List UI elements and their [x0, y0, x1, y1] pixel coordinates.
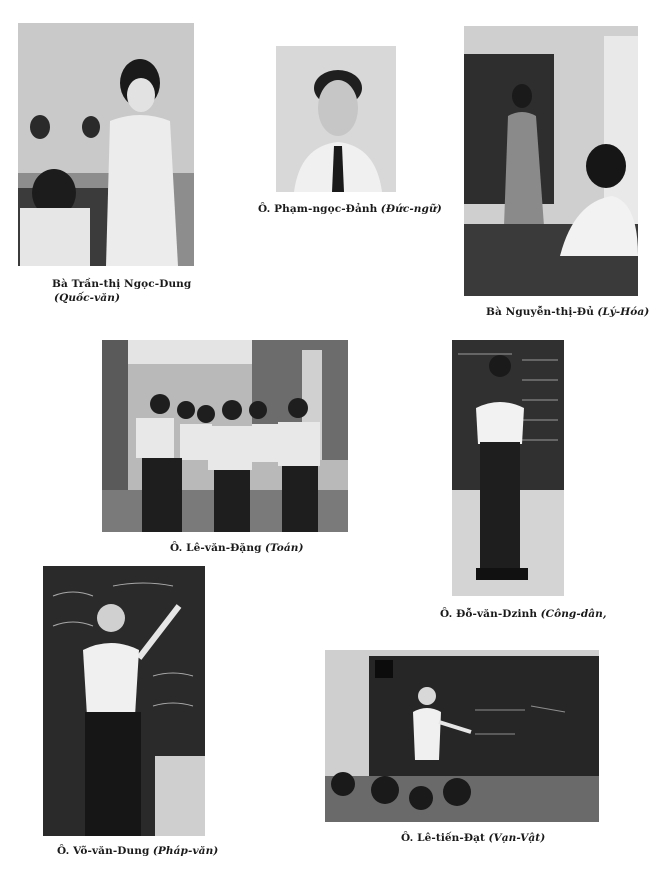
caption-thi-du: [486, 305, 649, 319]
caption-name: Bà Nguyễn-thị-Đủ: [486, 306, 594, 318]
caption-name: Ô. Phạm-ngọc-Đảnh: [258, 203, 378, 215]
caption-van-dang: [170, 541, 304, 555]
caption-ngoc-dung: [52, 277, 191, 305]
caption-van-dung: [57, 844, 218, 858]
caption-name: Ô. Đỗ-văn-Dzinh: [440, 608, 538, 620]
photo-van-dung: [43, 566, 205, 836]
photo-van-dang: [102, 340, 348, 532]
photo-van-dzinh: [452, 340, 564, 596]
photo-thi-du: [464, 26, 638, 296]
photo-ngoc-dung: [18, 23, 194, 266]
photo-tien-dat: [325, 650, 599, 822]
photo-ngoc-danh: [276, 46, 396, 192]
caption-ngoc-danh: [258, 202, 442, 216]
caption-subject: (Đức-ngữ): [380, 203, 442, 215]
caption-tien-dat: [401, 831, 545, 845]
caption-name: Bà Trần-thị Ngọc-Dung: [52, 278, 192, 290]
caption-van-dzinh: [440, 607, 607, 621]
caption-subject: (Quốc-văn): [54, 292, 121, 304]
caption-subject: (Công-dân,: [540, 608, 607, 620]
caption-name: Ô. Võ-văn-Dung: [57, 845, 150, 857]
caption-subject: (Toán): [264, 542, 304, 554]
caption-subject: (Vạn-Vật): [488, 832, 546, 844]
caption-name: Ô. Lê-văn-Đặng: [170, 542, 262, 554]
caption-name: Ô. Lê-tiến-Đạt: [401, 832, 486, 844]
caption-subject: (Pháp-văn): [152, 845, 219, 857]
caption-subject: (Lý-Hóa): [597, 306, 650, 318]
